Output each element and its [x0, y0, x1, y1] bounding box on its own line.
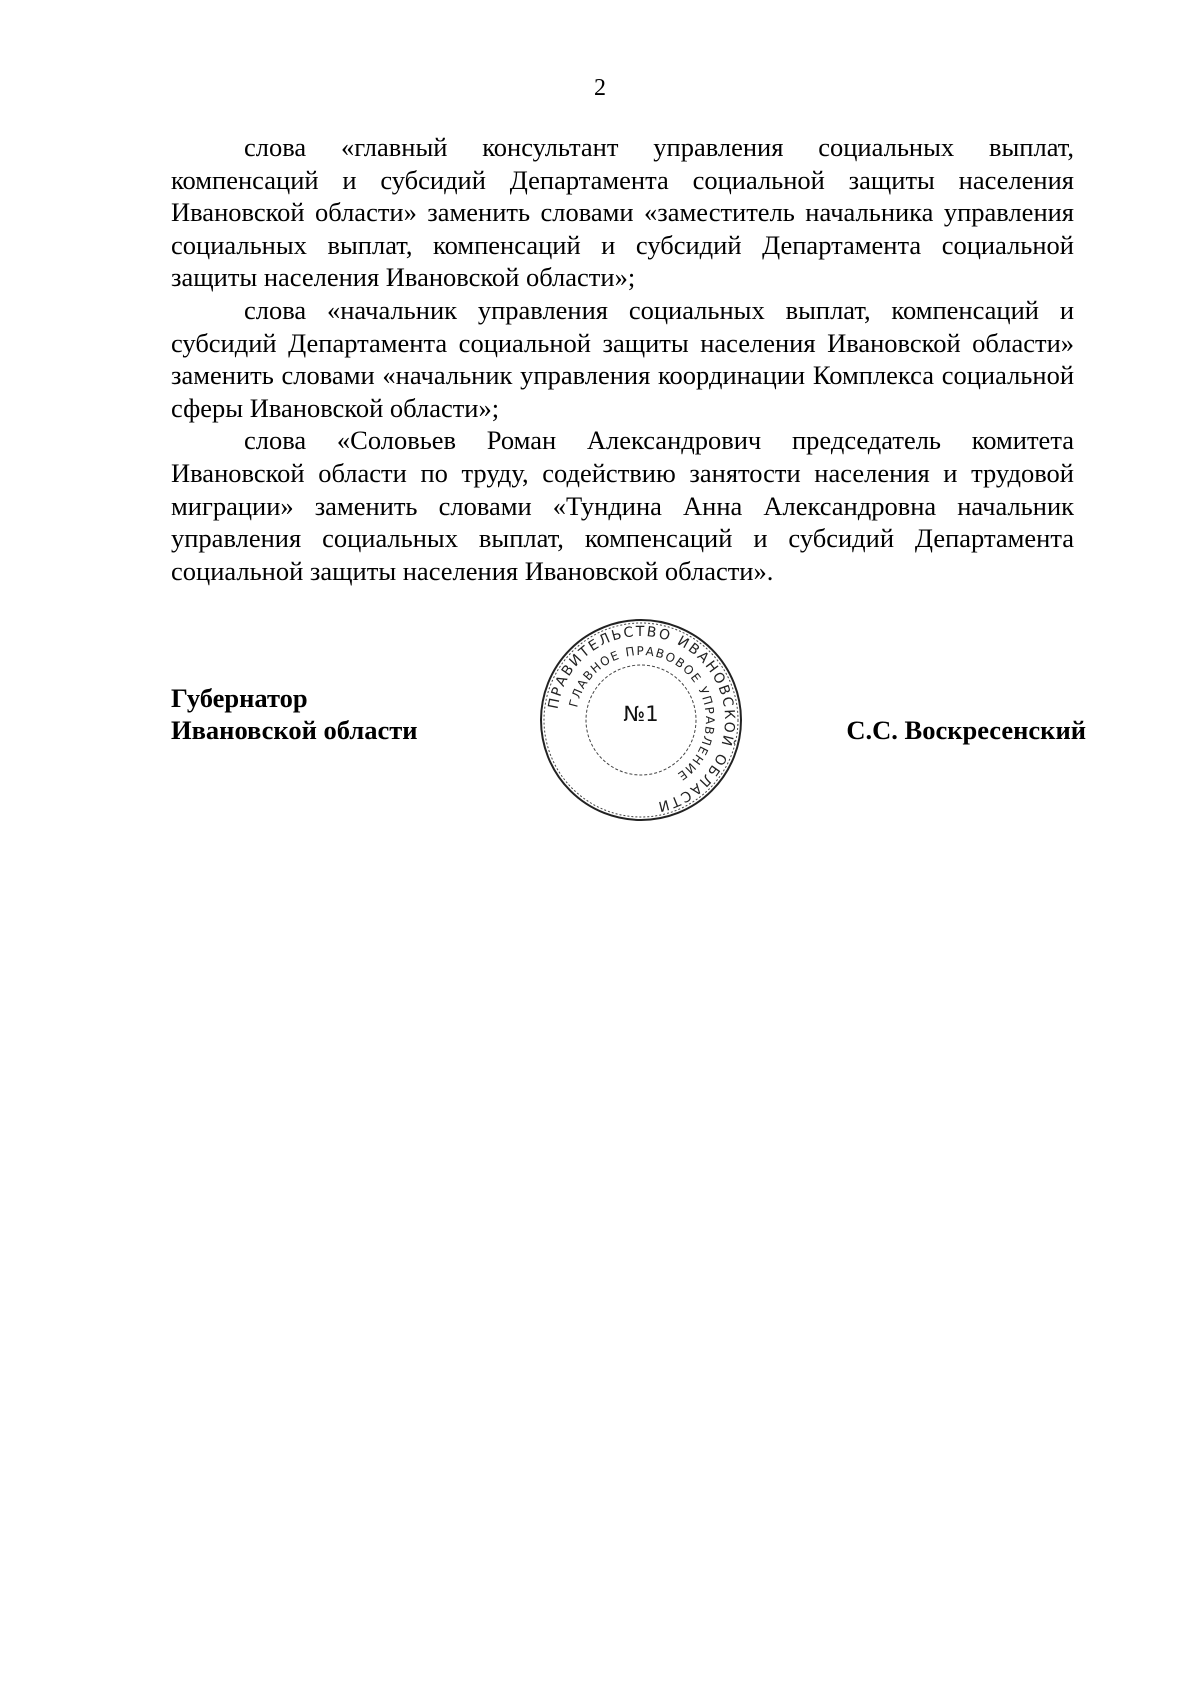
official-seal	[538, 617, 744, 823]
paragraph-3: слова «Соловьев Роман Александрович председатель комитета Ивановской области по труду, содействию занятости населения и трудовой миграции» заменить словами «Тундина Анна Александровна начальник управления социальных выплат, компенсаций и субсидий Департамента социальной защиты населения Ивановской области».	[171, 425, 1074, 586]
paragraph-2: слова «начальник управления социальных выплат, компенсаций и субсидий Департамента социальной защиты населения Ивановской области» заменить словами «начальник управления координации Комплекса социальной сферы Ивановской области»;	[171, 294, 1074, 423]
signatory-name: С.С. Воскресенский	[846, 715, 1086, 745]
paragraph-1: слова «главный консультант управления социальных выплат, компенсаций и субсидий Департамента социальной защиты населения Ивановской области» заменить словами «заместитель начальника управления социальных выплат, компенсаций и субсидий Департамента социальной защиты населения Ивановской области»;	[171, 132, 1074, 293]
seal-outer-text: ПРАВИТЕЛЬСТВО ИВАНОВСКОЙ ОБЛАСТИ	[545, 623, 738, 815]
signatory-title-line-2: Ивановской области	[171, 715, 418, 745]
page-number: 2	[594, 75, 606, 101]
document-body	[171, 131, 1074, 587]
seal-number: №1	[623, 702, 659, 726]
signatory-title	[171, 682, 418, 746]
signatory-title-line-1: Губернатор	[171, 683, 308, 713]
seal-inner-text: ГЛАВНОЕ ПРАВОВОЕ УПРАВЛЕНИЕ	[566, 643, 718, 784]
